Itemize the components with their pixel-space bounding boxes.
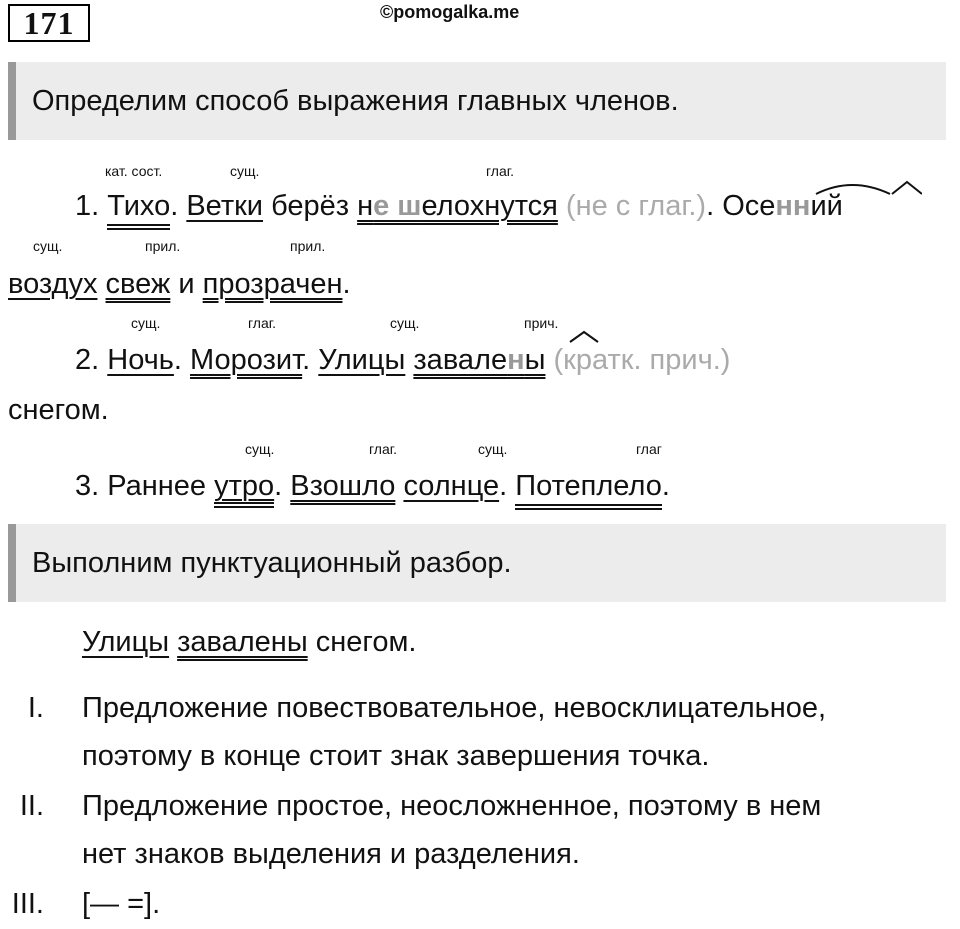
subject-word: Улицы bbox=[318, 344, 406, 376]
label-glag: глаг bbox=[636, 441, 662, 457]
list-item bbox=[82, 684, 952, 780]
root-arc bbox=[816, 185, 890, 194]
section-header-punctuation: Выполним пунктуационный разбор. bbox=[8, 524, 946, 602]
predicate-word: прозрачен bbox=[202, 268, 343, 300]
label-pril: прил. bbox=[290, 238, 326, 254]
word-part: ий bbox=[810, 190, 843, 222]
predicate-word bbox=[357, 190, 558, 222]
highlight-letters: е ш bbox=[373, 190, 422, 222]
word-part: Осе bbox=[722, 190, 776, 222]
highlight-letters: н bbox=[507, 344, 525, 376]
punct: . bbox=[170, 190, 179, 222]
sentence-1-line-2 bbox=[8, 266, 351, 302]
punct: . bbox=[342, 268, 351, 300]
sentence-number: 3. bbox=[75, 470, 100, 502]
predicate-word: Морозит bbox=[190, 344, 303, 376]
label-sush: сущ. bbox=[478, 441, 508, 457]
punct: . bbox=[302, 344, 319, 376]
word-part: н bbox=[357, 190, 374, 222]
gray-note: (кратк. прич.) bbox=[545, 344, 731, 376]
predicate-word bbox=[413, 344, 545, 376]
word: Раннее bbox=[107, 470, 215, 502]
word-part: ы bbox=[524, 344, 546, 376]
label-glag: глаг. bbox=[369, 441, 398, 457]
gray-note: (не с глаг.) bbox=[557, 190, 707, 222]
sentence-1-line-1 bbox=[75, 188, 843, 224]
label-prich: прич. bbox=[524, 315, 559, 331]
task-number: 171 bbox=[8, 4, 90, 42]
word-part: завале bbox=[413, 344, 508, 376]
predicate-word: Взошло bbox=[290, 470, 396, 502]
sentence-number: 1. bbox=[75, 190, 100, 222]
parsed-sentence bbox=[82, 624, 416, 660]
item-line: [— =]. bbox=[82, 888, 161, 920]
sentence-3 bbox=[75, 468, 670, 504]
label-kat-sost: кат. сост. bbox=[105, 163, 163, 179]
item-number: III. bbox=[11, 888, 44, 920]
sentence-2-line-2: снегом. bbox=[8, 394, 109, 426]
punct: . bbox=[661, 470, 670, 502]
item-line: Предложение простое, неосложненное, поэтому в нем bbox=[82, 790, 822, 822]
subject-word: утро bbox=[214, 470, 274, 508]
label-sush: сущ. bbox=[33, 238, 63, 254]
label-pril: прил. bbox=[145, 238, 181, 254]
item-number: II. bbox=[19, 790, 44, 822]
predicate-word: Тихо bbox=[107, 190, 170, 230]
predicate-word: свеж bbox=[105, 268, 171, 300]
item-line: поэтому в конце стоит знак завершения точка. bbox=[82, 740, 710, 772]
list-item bbox=[82, 782, 952, 878]
section-header-main-members: Определим способ выражения главных членов. bbox=[8, 62, 946, 140]
predicate-word: завалены bbox=[177, 626, 308, 658]
morpheme-marks-icon bbox=[812, 176, 922, 198]
subject-word: Ветки bbox=[186, 190, 264, 222]
word-part: елохнутся bbox=[421, 190, 558, 222]
site-watermark: ©pomogalka.me bbox=[380, 2, 520, 22]
suffix-mark bbox=[570, 332, 598, 342]
list-item bbox=[82, 880, 952, 928]
predicate-word: Потеплело bbox=[515, 470, 662, 510]
word: и bbox=[170, 268, 203, 300]
word: берёз bbox=[263, 190, 358, 222]
punct: . bbox=[173, 344, 191, 376]
punct: . bbox=[274, 470, 291, 502]
item-number: I. bbox=[27, 692, 44, 724]
label-sush: сущ. bbox=[245, 441, 275, 457]
label-glag: глаг. bbox=[248, 315, 277, 331]
punct: . bbox=[706, 190, 723, 222]
word: снегом. bbox=[307, 626, 417, 658]
subject-word: Ночь bbox=[107, 344, 174, 376]
sentence-2-line-1 bbox=[75, 342, 730, 378]
label-sush: сущ. bbox=[131, 315, 161, 331]
sentence-number: 2. bbox=[75, 344, 100, 376]
label-glag: глаг. bbox=[486, 163, 515, 179]
subject-word: солнце bbox=[403, 470, 500, 502]
subject-word: воздух bbox=[8, 268, 98, 300]
label-sush: сущ. bbox=[230, 163, 260, 179]
punct: . bbox=[499, 470, 516, 502]
suffix-mark bbox=[892, 182, 922, 194]
item-line: нет знаков выделения и разделения. bbox=[82, 838, 580, 870]
label-sush: сущ. bbox=[390, 315, 420, 331]
item-line: Предложение повествовательное, невосклицательное, bbox=[82, 692, 827, 724]
subject-word: Улицы bbox=[82, 626, 170, 658]
highlight-letters: нн bbox=[775, 190, 811, 222]
